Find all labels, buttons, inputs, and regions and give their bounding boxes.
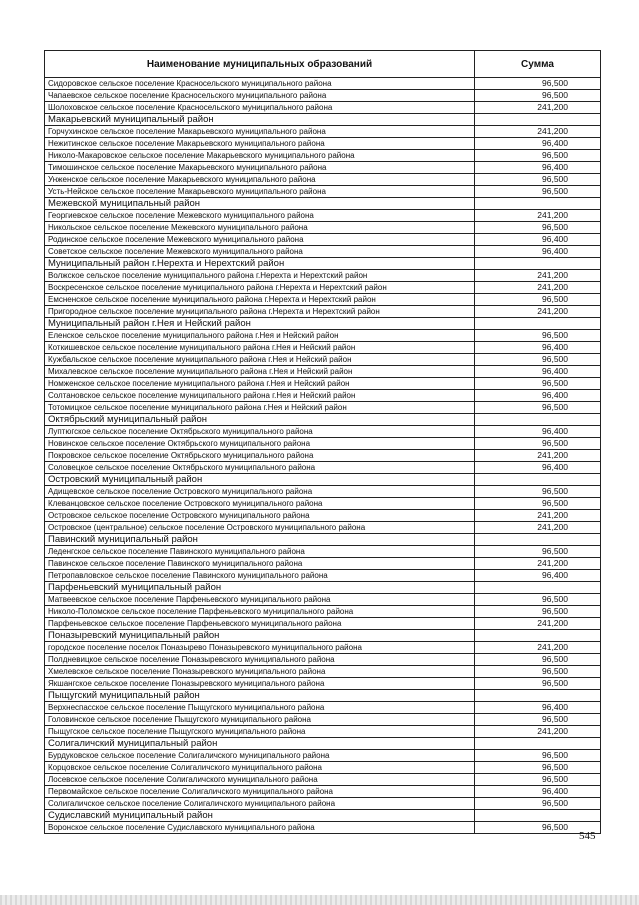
table-row <box>45 402 601 414</box>
table-row <box>45 762 601 774</box>
table-row <box>45 774 601 786</box>
table-row <box>45 750 601 762</box>
table-row <box>45 522 601 534</box>
amount: 96,500 <box>475 606 601 618</box>
amount: 241,200 <box>475 642 601 654</box>
municipality-name: Хмелевское сельское поселение Поназыревского муниципального района <box>45 666 475 678</box>
district-sum-cell <box>475 810 601 822</box>
table-row <box>45 426 601 438</box>
table-row <box>45 486 601 498</box>
district-sum-cell <box>475 414 601 426</box>
municipality-name: Кужбальское сельское поселение муниципального района г.Нея и Нейский район <box>45 354 475 366</box>
district-name: Павинский муниципальный район <box>45 534 475 546</box>
district-header-row <box>45 738 601 750</box>
municipality-name: Головинское сельское поселение Пыщугского муниципального района <box>45 714 475 726</box>
amount: 96,500 <box>475 486 601 498</box>
municipality-name: Клеванцовское сельское поселение Островского муниципального района <box>45 498 475 510</box>
district-name: Муниципальный район г.Нерехта и Нерехтский район <box>45 258 475 270</box>
district-header-row <box>45 690 601 702</box>
municipality-name: Новинское сельское поселение Октябрьского муниципального района <box>45 438 475 450</box>
table-row <box>45 606 601 618</box>
municipality-name: Волжское сельское поселение муниципального района г.Нерехта и Нерехтский район <box>45 270 475 282</box>
table-row <box>45 450 601 462</box>
district-name: Межевской муниципальный район <box>45 198 475 210</box>
amount: 96,500 <box>475 714 601 726</box>
table-row <box>45 294 601 306</box>
district-header-row <box>45 474 601 486</box>
district-header-row <box>45 318 601 330</box>
municipality-name: Воскресенское сельское поселение муниципального района г.Нерехта и Нерехтский район <box>45 282 475 294</box>
amount: 96,500 <box>475 438 601 450</box>
table-row <box>45 282 601 294</box>
amount: 241,200 <box>475 102 601 114</box>
table-row <box>45 438 601 450</box>
district-name: Солигаличский муниципальный район <box>45 738 475 750</box>
table-row <box>45 90 601 102</box>
district-name: Судиславский муниципальный район <box>45 810 475 822</box>
page-number: 545 <box>579 830 596 842</box>
municipality-name: Бурдуковское сельское поселение Солигаличского муниципального района <box>45 750 475 762</box>
amount: 96,500 <box>475 750 601 762</box>
amount: 96,500 <box>475 546 601 558</box>
amount: 241,200 <box>475 126 601 138</box>
municipality-name: Нежитинское сельское поселение Макарьевского муниципального района <box>45 138 475 150</box>
amount: 96,400 <box>475 342 601 354</box>
municipality-name: Петропавловское сельское поселение Павинского муниципального района <box>45 570 475 582</box>
municipality-name: Шолоховское сельское поселение Красносельского муниципального района <box>45 102 475 114</box>
amount: 96,500 <box>475 774 601 786</box>
district-sum-cell <box>475 474 601 486</box>
district-sum-cell <box>475 258 601 270</box>
district-header-row <box>45 414 601 426</box>
column-header-sum: Сумма <box>475 51 601 78</box>
table-row <box>45 342 601 354</box>
amount: 96,500 <box>475 78 601 90</box>
district-header-row <box>45 534 601 546</box>
table-row <box>45 654 601 666</box>
amount: 96,500 <box>475 330 601 342</box>
amount: 96,500 <box>475 150 601 162</box>
municipality-name: Островское сельское поселение Островского муниципального района <box>45 510 475 522</box>
table-row <box>45 78 601 90</box>
amount: 96,400 <box>475 246 601 258</box>
municipality-name: Корцовское сельское поселение Солигаличского муниципального района <box>45 762 475 774</box>
table-body <box>45 78 601 834</box>
district-sum-cell <box>475 738 601 750</box>
table-row <box>45 558 601 570</box>
district-name: Муниципальный район г.Нея и Нейский район <box>45 318 475 330</box>
column-header-name: Наименование муниципальных образований <box>45 51 475 78</box>
amount: 241,200 <box>475 210 601 222</box>
amount: 241,200 <box>475 558 601 570</box>
table-row <box>45 462 601 474</box>
district-sum-cell <box>475 318 601 330</box>
table-row <box>45 702 601 714</box>
municipality-name: Парфеньевское сельское поселение Парфеньевского муниципального района <box>45 618 475 630</box>
district-header-row <box>45 810 601 822</box>
district-sum-cell <box>475 534 601 546</box>
municipality-name: Тотомицкое сельское поселение муниципального района г.Нея и Нейский район <box>45 402 475 414</box>
amount: 96,500 <box>475 594 601 606</box>
municipality-name: Никольское сельское поселение Межевского муниципального района <box>45 222 475 234</box>
amount: 96,500 <box>475 498 601 510</box>
amount: 241,200 <box>475 510 601 522</box>
amount: 96,500 <box>475 666 601 678</box>
table-row <box>45 174 601 186</box>
municipality-name: Солигаличское сельское поселение Солигаличского муниципального района <box>45 798 475 810</box>
table-row <box>45 186 601 198</box>
municipality-name: Якшангское сельское поселение Поназыревского муниципального района <box>45 678 475 690</box>
municipality-name: Соловецкое сельское поселение Октябрьского муниципального района <box>45 462 475 474</box>
amount: 241,200 <box>475 306 601 318</box>
district-name: Пыщугский муниципальный район <box>45 690 475 702</box>
table-row <box>45 126 601 138</box>
municipality-name: Сидоровское сельское поселение Красносельского муниципального района <box>45 78 475 90</box>
municipality-name: Тимошинское сельское поселение Макарьевского муниципального района <box>45 162 475 174</box>
municipality-name: Номженское сельское поселение муниципального района г.Нея и Нейский район <box>45 378 475 390</box>
municipality-name: Луптюгское сельское поселение Октябрьского муниципального района <box>45 426 475 438</box>
table-row <box>45 150 601 162</box>
table-row <box>45 366 601 378</box>
municipality-name: Покровское сельское поселение Октябрьского муниципального района <box>45 450 475 462</box>
amount: 96,500 <box>475 294 601 306</box>
amount: 241,200 <box>475 282 601 294</box>
table-row <box>45 210 601 222</box>
municipality-name: Полдневицкое сельское поселение Поназыревского муниципального района <box>45 654 475 666</box>
district-header-row <box>45 198 601 210</box>
amount: 96,500 <box>475 822 601 834</box>
table-row <box>45 786 601 798</box>
scan-edge-strip <box>0 895 639 905</box>
table-row <box>45 570 601 582</box>
table-row <box>45 306 601 318</box>
amount: 241,200 <box>475 450 601 462</box>
municipality-name: Родинское сельское поселение Межевского муниципального района <box>45 234 475 246</box>
municipality-name: Николо-Поломское сельское поселение Парфеньевского муниципального района <box>45 606 475 618</box>
amount: 96,500 <box>475 678 601 690</box>
amount: 96,400 <box>475 702 601 714</box>
amount: 241,200 <box>475 270 601 282</box>
amount: 96,500 <box>475 762 601 774</box>
table-row <box>45 354 601 366</box>
district-sum-cell <box>475 582 601 594</box>
municipality-name: Пригородное сельское поселение муниципального района г.Нерехта и Нерехтский район <box>45 306 475 318</box>
municipality-name: городское поселение поселок Поназырево Поназыревского муниципального района <box>45 642 475 654</box>
district-name: Островский муниципальный район <box>45 474 475 486</box>
amount: 96,400 <box>475 786 601 798</box>
table-row <box>45 594 601 606</box>
municipality-name: Николо-Макаровское сельское поселение Макарьевского муниципального района <box>45 150 475 162</box>
amount: 96,500 <box>475 378 601 390</box>
amount: 96,400 <box>475 366 601 378</box>
table-row <box>45 798 601 810</box>
district-sum-cell <box>475 114 601 126</box>
amount: 96,500 <box>475 90 601 102</box>
district-sum-cell <box>475 198 601 210</box>
amount: 96,400 <box>475 138 601 150</box>
table-row <box>45 234 601 246</box>
municipality-name: Пыщугское сельское поселение Пыщугского муниципального района <box>45 726 475 738</box>
table-row <box>45 162 601 174</box>
district-header-row <box>45 258 601 270</box>
table-row <box>45 222 601 234</box>
municipality-name: Унженское сельское поселение Макарьевского муниципального района <box>45 174 475 186</box>
amount: 241,200 <box>475 522 601 534</box>
municipality-name: Советское сельское поселение Межевского муниципального района <box>45 246 475 258</box>
municipality-name: Солтановское сельское поселение муниципального района г.Нея и Нейский район <box>45 390 475 402</box>
amount: 96,500 <box>475 354 601 366</box>
municipality-name: Воронское сельское поселение Судиславского муниципального района <box>45 822 475 834</box>
municipality-name: Адищевское сельское поселение Островского муниципального района <box>45 486 475 498</box>
table-row <box>45 822 601 834</box>
municipality-name: Павинское сельское поселение Павинского муниципального района <box>45 558 475 570</box>
amount: 96,500 <box>475 186 601 198</box>
municipality-name: Матвеевское сельское поселение Парфеньевского муниципального района <box>45 594 475 606</box>
table-header-row <box>45 51 601 78</box>
table-row <box>45 246 601 258</box>
table-row <box>45 546 601 558</box>
table-row <box>45 330 601 342</box>
table-row <box>45 618 601 630</box>
district-name: Макарьевский муниципальный район <box>45 114 475 126</box>
amount: 96,400 <box>475 234 601 246</box>
table-row <box>45 678 601 690</box>
table-row <box>45 510 601 522</box>
district-name: Поназыревский муниципальный район <box>45 630 475 642</box>
table-row <box>45 378 601 390</box>
table-row <box>45 270 601 282</box>
table-row <box>45 138 601 150</box>
municipality-name: Коткишевское сельское поселение муниципального района г.Нея и Нейский район <box>45 342 475 354</box>
amount: 96,400 <box>475 462 601 474</box>
table-row <box>45 666 601 678</box>
municipality-name: Еленское сельское поселение муниципального района г.Нея и Нейский район <box>45 330 475 342</box>
amount: 96,500 <box>475 222 601 234</box>
district-sum-cell <box>475 630 601 642</box>
table-row <box>45 498 601 510</box>
budget-table <box>44 50 601 834</box>
amount: 96,400 <box>475 162 601 174</box>
municipality-name: Чапаевское сельское поселение Красносельского муниципального района <box>45 90 475 102</box>
municipality-name: Островское (центральное) сельское поселение Островского муниципального района <box>45 522 475 534</box>
district-name: Октябрьский муниципальный район <box>45 414 475 426</box>
table-row <box>45 642 601 654</box>
amount: 241,200 <box>475 726 601 738</box>
amount: 96,500 <box>475 654 601 666</box>
amount: 96,400 <box>475 426 601 438</box>
municipality-name: Первомайское сельское поселение Солигаличского муниципального района <box>45 786 475 798</box>
district-header-row <box>45 582 601 594</box>
municipality-name: Лосевское сельское поселение Солигаличского муниципального района <box>45 774 475 786</box>
amount: 96,400 <box>475 390 601 402</box>
municipality-name: Емсненское сельское поселение муниципального района г.Нерехта и Нерехтский район <box>45 294 475 306</box>
amount: 96,500 <box>475 798 601 810</box>
district-header-row <box>45 630 601 642</box>
amount: 96,400 <box>475 570 601 582</box>
amount: 96,500 <box>475 402 601 414</box>
municipality-name: Леденгское сельское поселение Павинского муниципального района <box>45 546 475 558</box>
amount: 241,200 <box>475 618 601 630</box>
municipality-name: Михалевское сельское поселение муниципального района г.Нея и Нейский район <box>45 366 475 378</box>
table-row <box>45 390 601 402</box>
district-header-row <box>45 114 601 126</box>
amount: 96,500 <box>475 174 601 186</box>
municipality-name: Усть-Нейское сельское поселение Макарьевского муниципального района <box>45 186 475 198</box>
table-row <box>45 714 601 726</box>
municipality-name: Верхнеспасское сельское поселение Пыщугского муниципального района <box>45 702 475 714</box>
municipality-name: Горчухинское сельское поселение Макарьевского муниципального района <box>45 126 475 138</box>
municipality-name: Георгиевское сельское поселение Межевского муниципального района <box>45 210 475 222</box>
district-name: Парфеньевский муниципальный район <box>45 582 475 594</box>
district-sum-cell <box>475 690 601 702</box>
table-row <box>45 102 601 114</box>
table-row <box>45 726 601 738</box>
